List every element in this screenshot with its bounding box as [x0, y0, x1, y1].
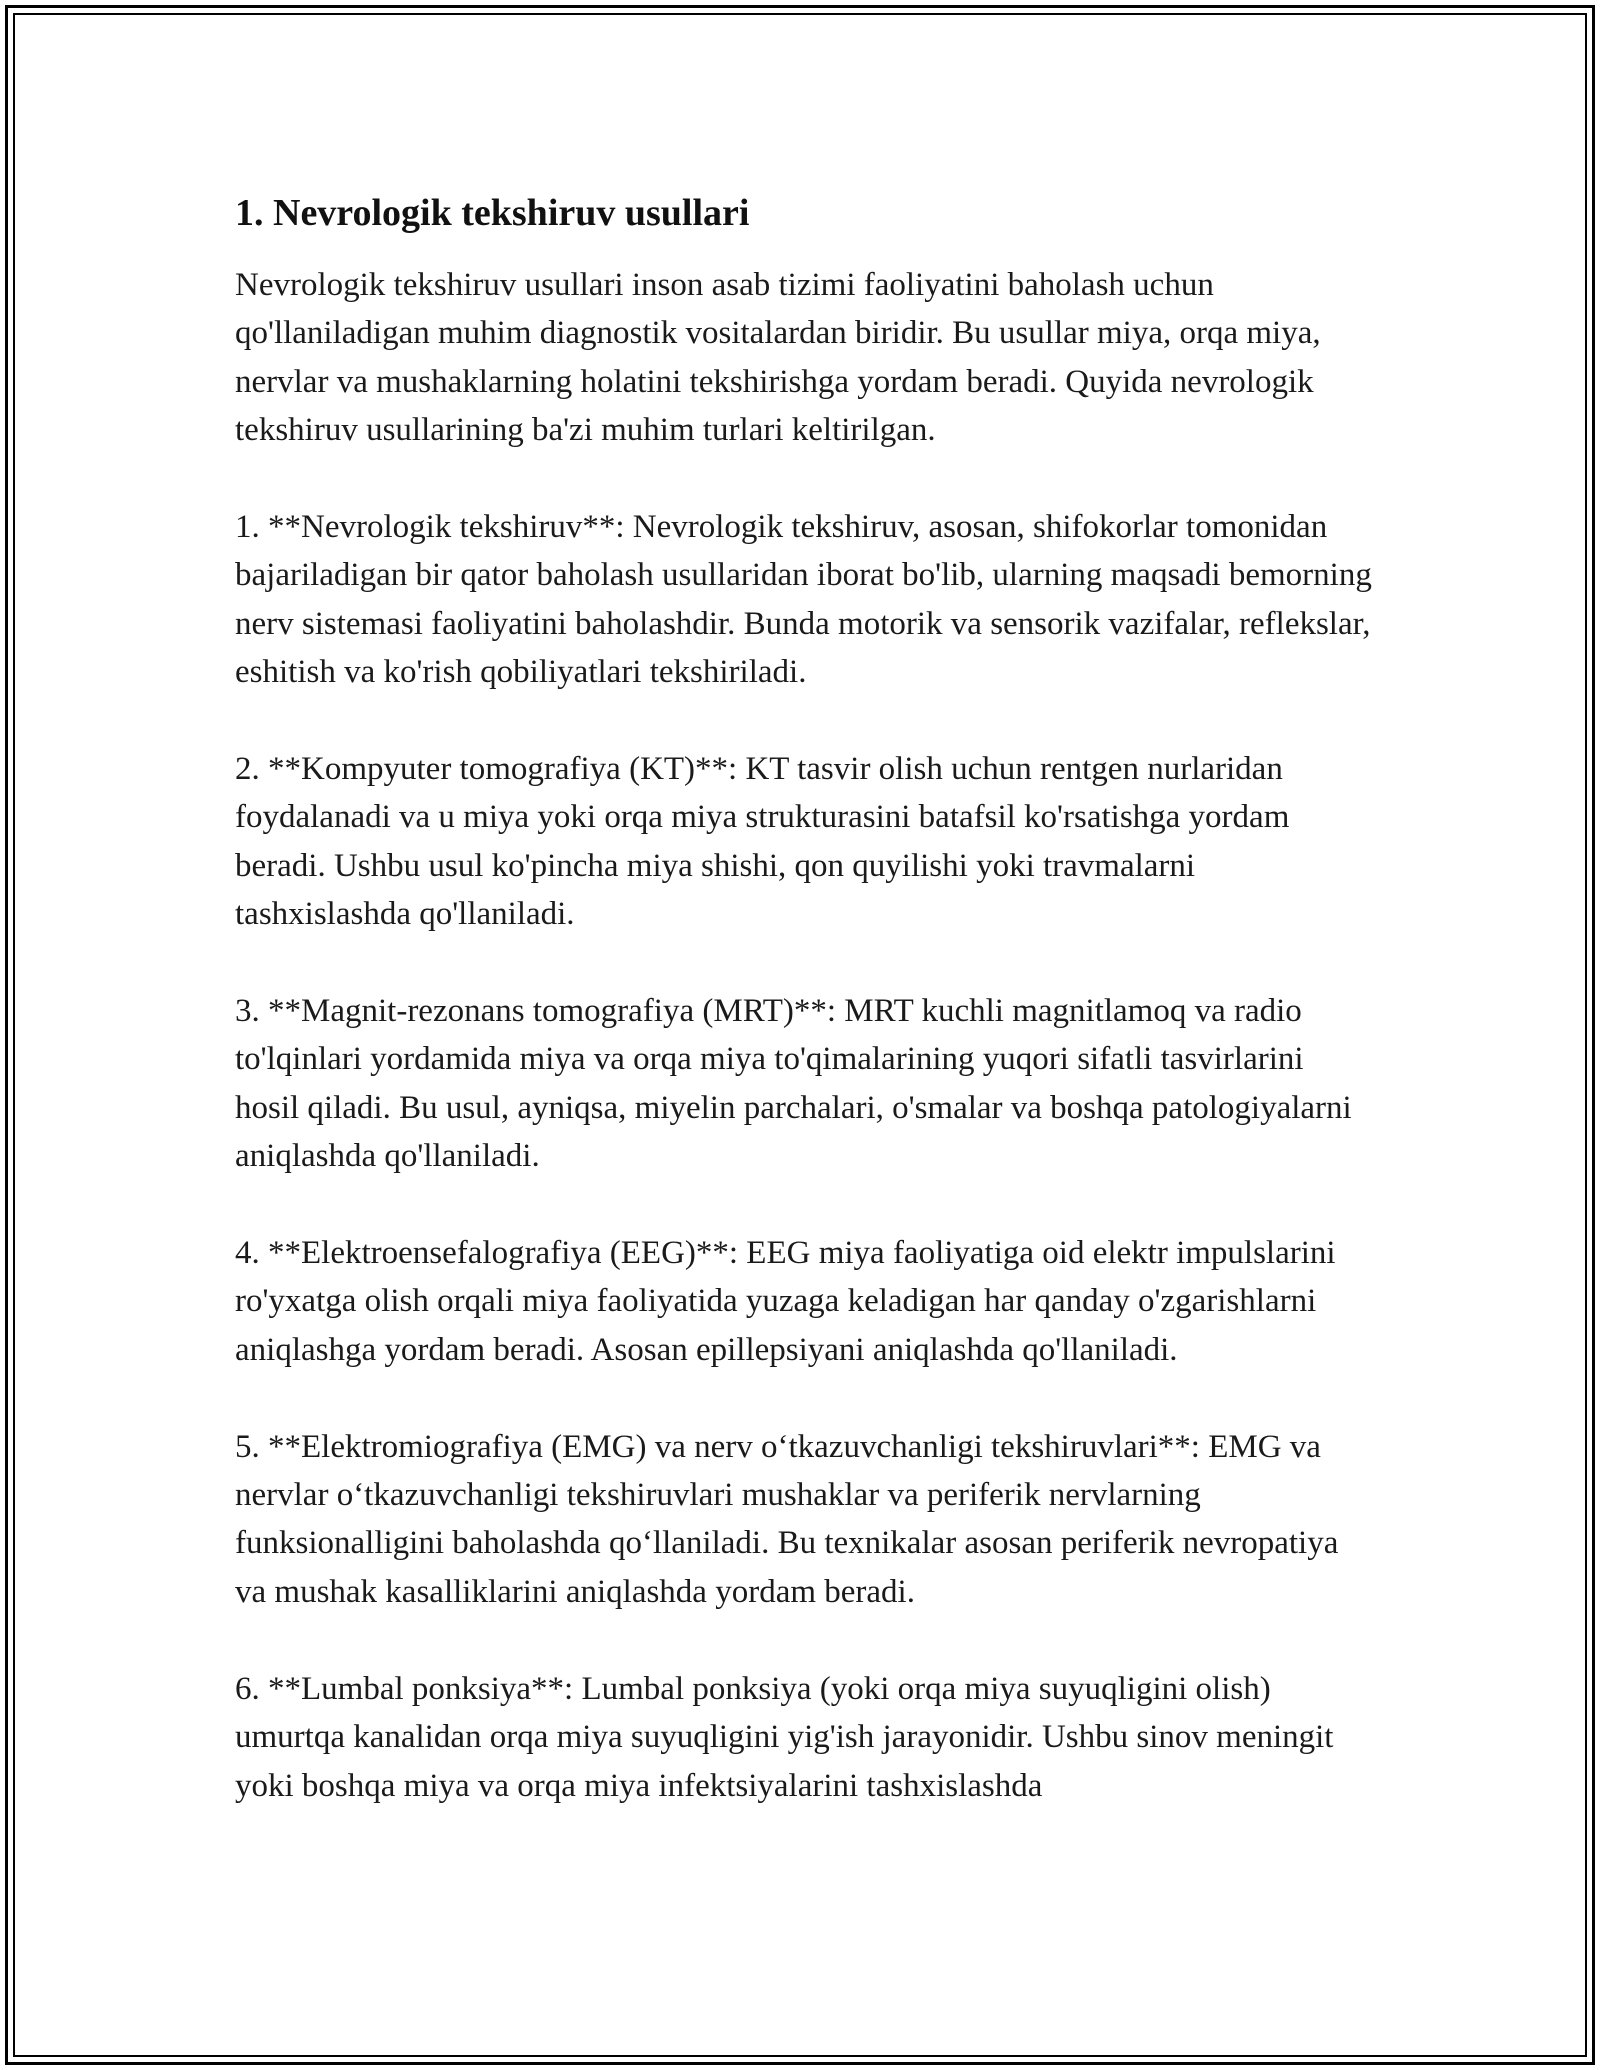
intro-paragraph: Nevrologik tekshiruv usullari inson asab tizimi faoliyatini baholash uchun qo'llaniladigan muhim diagnostik vositalardan biridir. Bu usullar miya, orqa miya, nervlar va mushaklarning holatini tekshirishga yordam beradi. Quyida nevrologik tekshiruv usullarining ba'zi muhim turlari keltirilgan.	[235, 267, 1321, 449]
list-item-eeg: 4. **Elektroensefalografiya (EEG)**: EEG miya faoliyatiga oid elektr impulslarini ro'yxatga olish orqali miya faoliyatida yuzaga keladigan har qanday o'zgarishlarni aniqlashga yordam beradi. Asosan epillepsiyani aniqlashda qo'llaniladi.	[235, 1235, 1336, 1368]
document-body	[235, 185, 1375, 1810]
section-heading: 1. Nevrologik tekshiruv usullari	[235, 192, 750, 234]
list-item-lumbar-puncture: 6. **Lumbal ponksiya**: Lumbal ponksiya (yoki orqa miya suyuqligini olish) umurtqa kanalidan orqa miya suyuqligini yig'ish jarayonidir. Ushbu sinov meningit yoki boshqa miya va orqa miya infektsiyalarini tashxislashda	[235, 1670, 1334, 1804]
list-item-neurological-exam: 1. **Nevrologik tekshiruv**: Nevrologik tekshiruv, asosan, shifokorlar tomonidan bajariladigan bir qator baholash usullaridan iborat bo'lib, ularning maqsadi bemorning nerv sistemasi faoliyatini baholashdir. Bunda motorik va sensorik vazifalar, reflekslar, eshitish va ko'rish qobiliyatlari tekshiriladi.	[235, 509, 1372, 691]
list-item-mri: 3. **Magnit-rezonans tomografiya (MRT)**: MRT kuchli magnitlamoq va radio to'lqinlari yordamida miya va orqa miya to'qimalarining yuqori sifatli tasvirlarini hosil qiladi. Bu usul, ayniqsa, miyelin parchalari, o'smalar va boshqa patologiyalarni aniqlashda qo'llaniladi.	[235, 993, 1352, 1175]
list-item-ct: 2. **Kompyuter tomografiya (KT)**: KT tasvir olish uchun rentgen nurlaridan foydalanadi va u miya yoki orqa miya strukturasini batafsil ko'rsatishga yordam beradi. Ushbu usul ko'pincha miya shishi, qon quyilishi yoki travmalarni tashxislashda qo'llaniladi.	[235, 751, 1290, 933]
list-item-emg: 5. **Elektromiografiya (EMG) va nerv o‘tkazuvchanligi tekshiruvlari**: EMG va nervlar o‘tkazuvchanligi tekshiruvlari mushaklar va periferik nervlarning funksionalligini baholashda qo‘llaniladi. Bu texnikalar asosan periferik nevropatiya va mushak kasalliklarini aniqlashda yordam beradi.	[235, 1428, 1339, 1610]
